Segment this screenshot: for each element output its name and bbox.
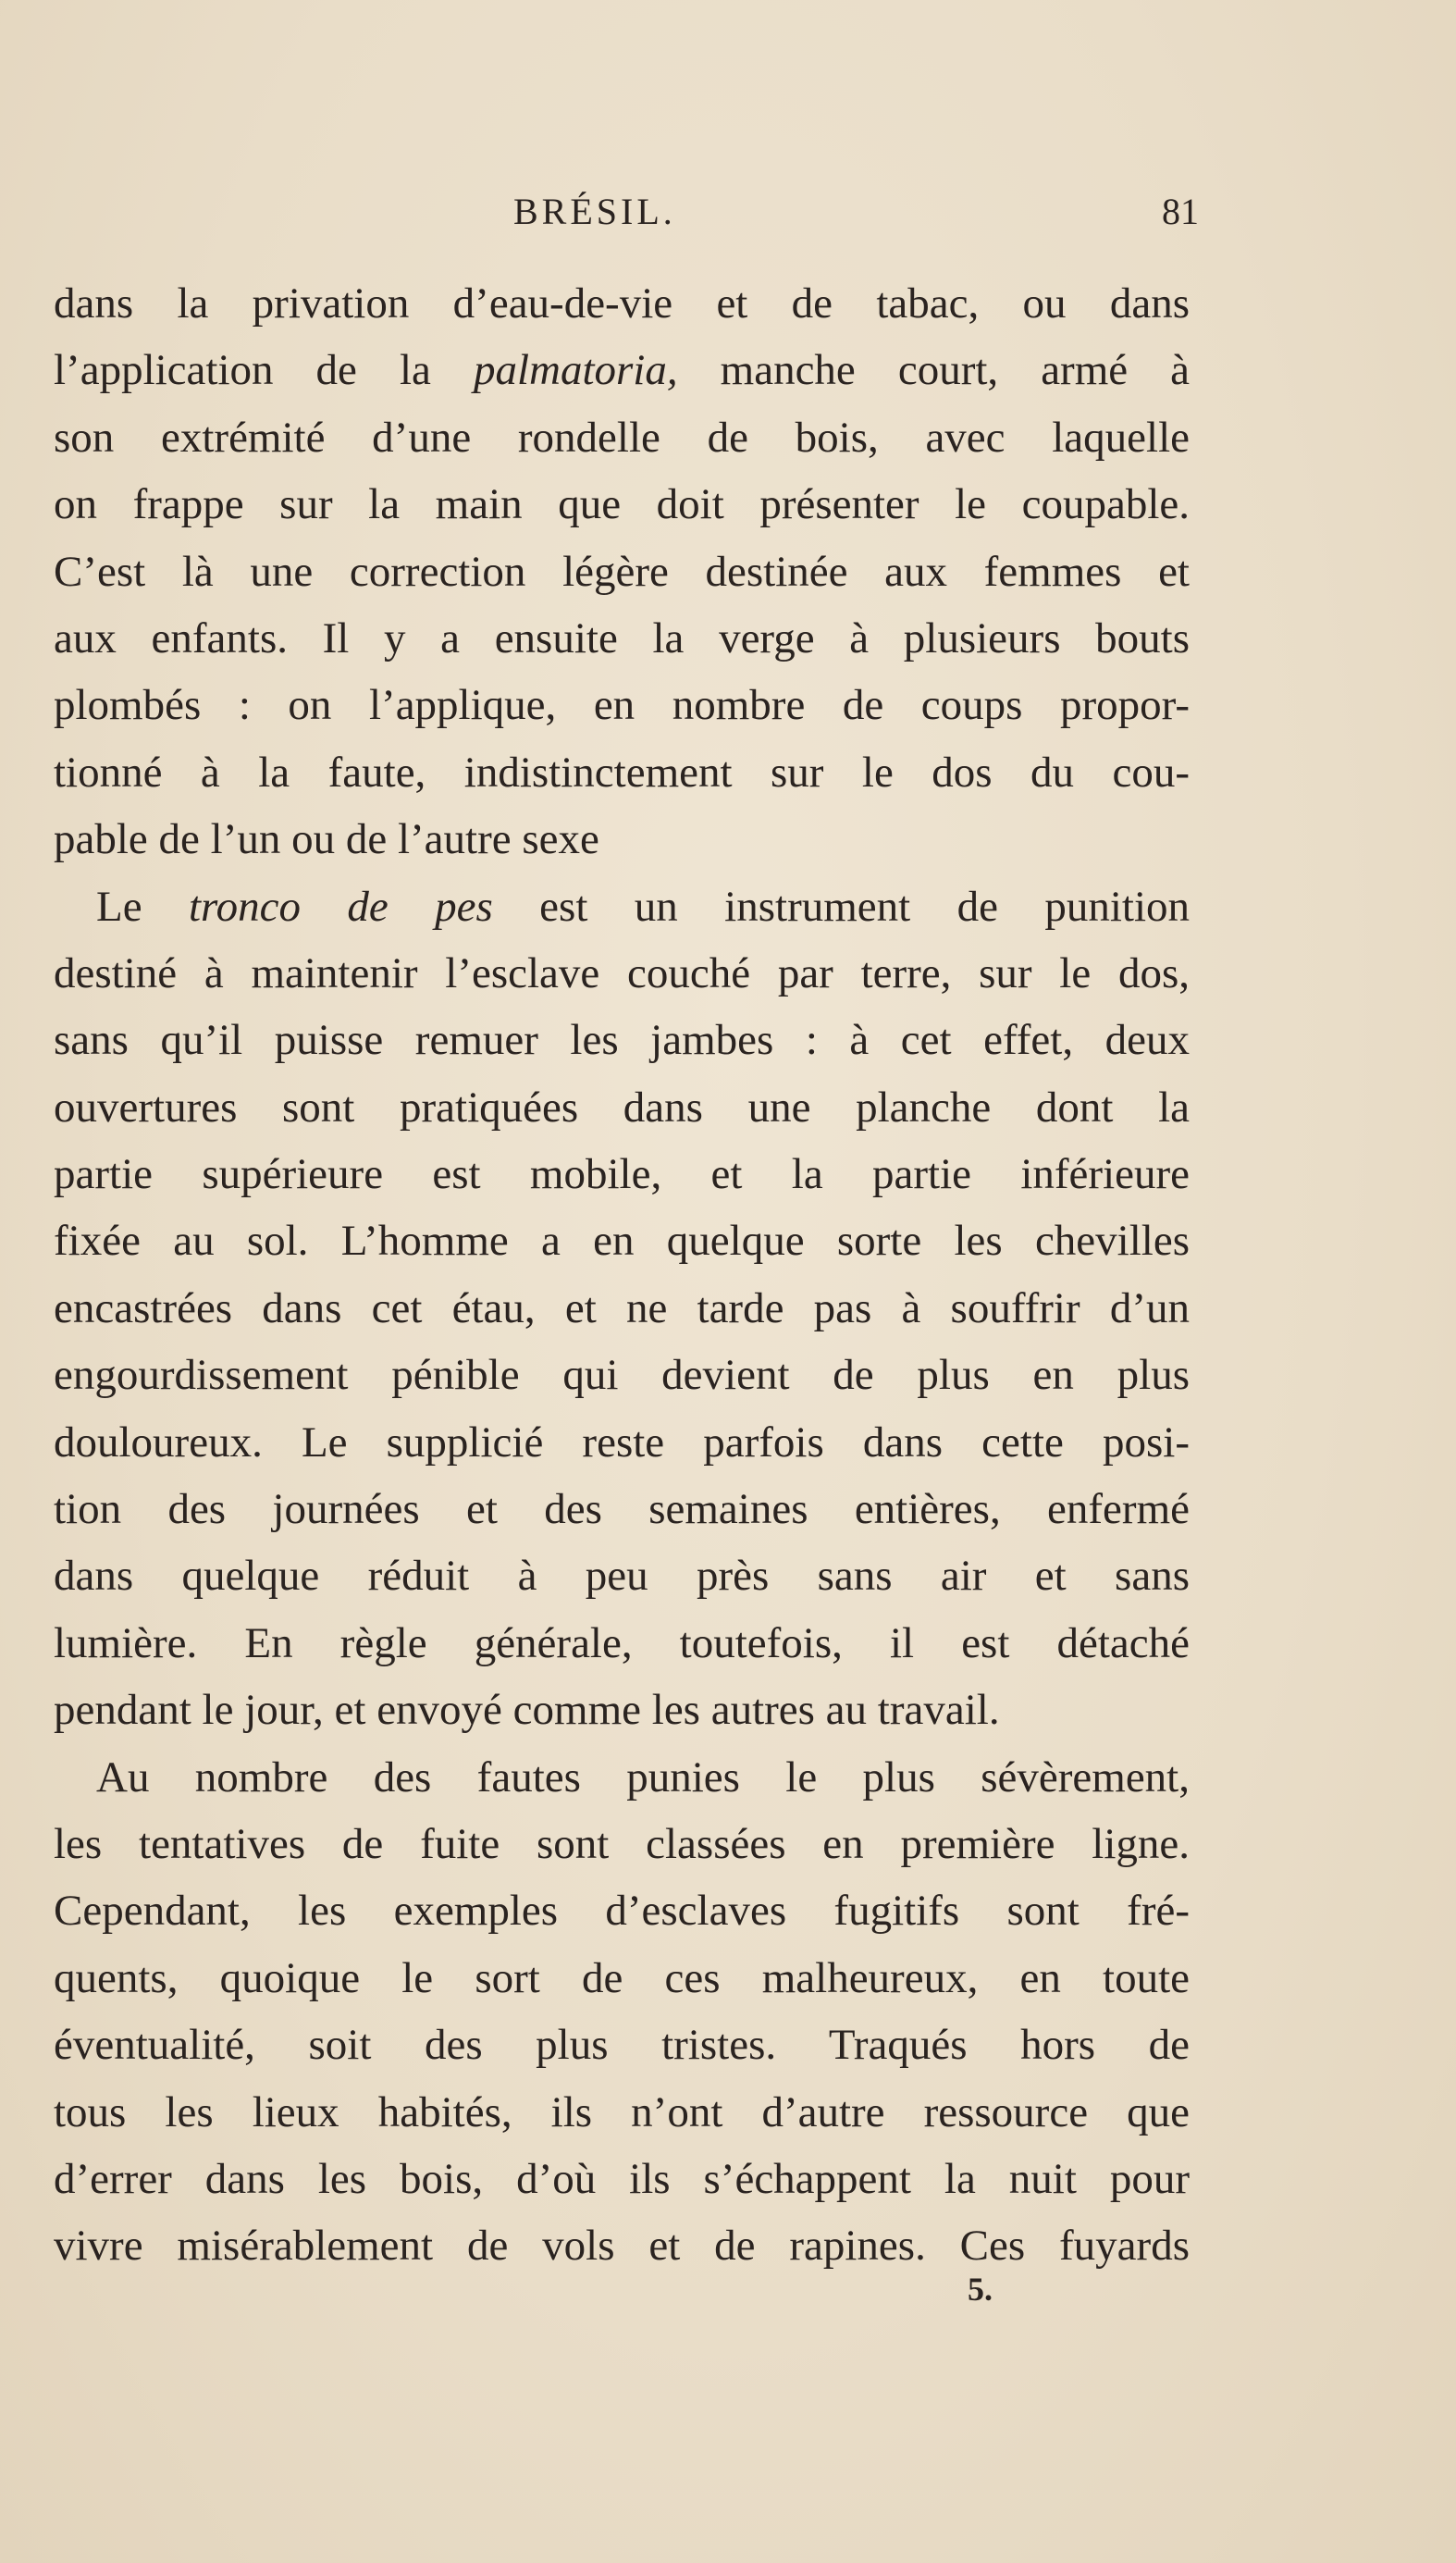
text-fragment: manche court, armé à [720,346,1190,395]
running-header [0,190,1456,245]
text-line [54,873,1190,940]
text-line: tous les lieux habités, ils n’ont d’autre ressource que [54,2087,1190,2136]
text-line: plombés : on l’applique, en nombre de coups propor- [54,681,1190,730]
text-line: lumière. En règle générale, toutefois, il est détaché [54,1618,1190,1667]
text-line: sans qu’il puisse remuer les jambes : à cet effet, deux [54,1016,1190,1065]
text-fragment: l’application de la [54,346,431,395]
text-line: Au nombre des fautes punies le plus sévèrement, [96,1752,1190,1802]
text-line: pable de l’un ou de l’autre sexe [54,815,599,864]
page-number: 81 [1162,191,1199,232]
text-line: dans quelque réduit à peu près sans air et sans [54,1552,1190,1601]
text-line [54,337,1190,403]
text-line: éventualité, soit des plus tristes. Traqués hors de [54,2021,1190,2070]
text-line: tion des journées et des semaines entières, enfermé [54,1485,1190,1534]
text-line: son extrémité d’une rondelle de bois, avec laquelle [54,413,1190,462]
text-line: C’est là une correction légère destinée aux femmes et [54,547,1190,596]
text-line: pendant le jour, et envoyé comme les autres au travail. [54,1686,1000,1735]
running-title: BRÉSIL. [513,191,676,232]
text-line: les tentatives de fuite sont classées en première ligne. [54,1819,1190,1868]
text-line: douloureux. Le supplicié reste parfois dans cette posi- [54,1418,1190,1467]
text-line: quents, quoique le sort de ces malheureux, en toute [54,1953,1190,2002]
text-line: encastrées dans cet étau, et ne tarde pas à souffrir d’un [54,1283,1190,1332]
text-line: d’errer dans les bois, d’où ils s’échappent la nuit pour [54,2154,1190,2203]
italic-term: palmatoria, [473,346,678,395]
text-line: engourdissement pénible qui devient de plus en plus [54,1351,1190,1400]
text-fragment: est un instrument de punition [539,882,1190,931]
text-line: on frappe sur la main que doit présenter le coupable. [54,480,1190,529]
text-line: ouvertures sont pratiquées dans une planche dont la [54,1083,1190,1132]
signature-mark: 5. [968,2271,993,2308]
text-fragment: Le [96,882,142,931]
text-line: vivre misérablement de vols et de rapines. Ces fuyards [54,2222,1190,2271]
italic-term: tronco de pes [188,882,493,931]
text-line: fixée au sol. L’homme a en quelque sorte les chevilles [54,1217,1190,1266]
body-text [54,270,1190,2280]
text-line: tionné à la faute, indistinctement sur le dos du cou- [54,748,1190,797]
text-line: dans la privation d’eau-de-vie et de tabac, ou dans [54,279,1190,328]
text-line: aux enfants. Il y a ensuite la verge à plusieurs bouts [54,613,1190,662]
text-line: partie supérieure est mobile, et la partie inférieure [54,1150,1190,1199]
text-line: Cependant, les exemples d’esclaves fugitifs sont fré- [54,1887,1190,1936]
text-line: destiné à maintenir l’esclave couché par terre, sur le dos, [54,948,1190,997]
